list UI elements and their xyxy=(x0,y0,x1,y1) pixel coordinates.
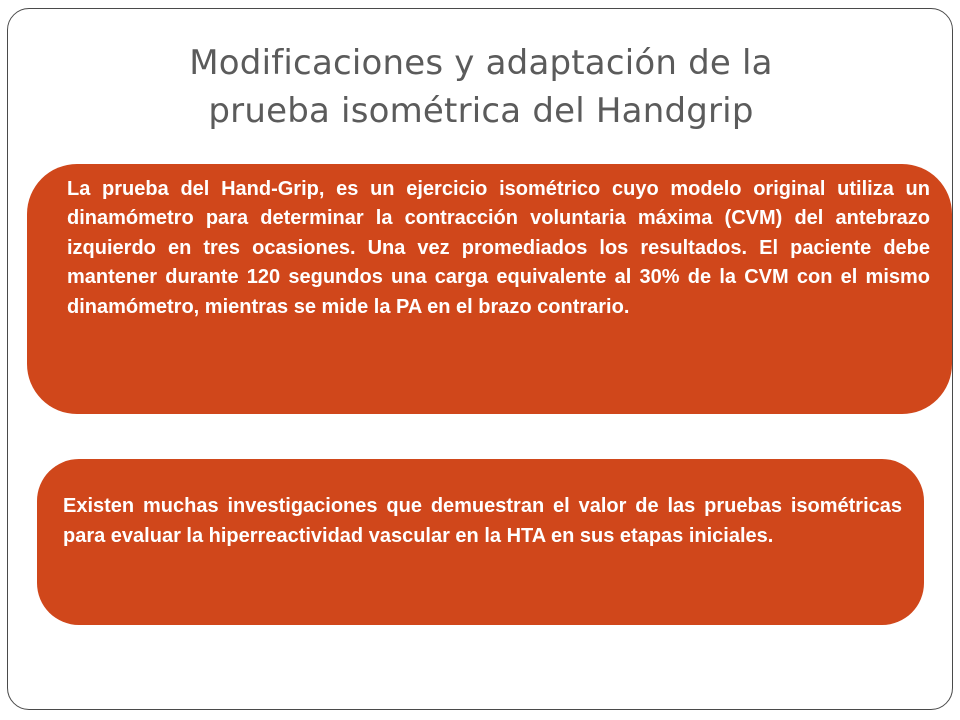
description-text: La prueba del Hand-Grip, es un ejercicio isométrico cuyo modelo original utiliza un dinamómetro para determinar la contracción voluntaria máxima (CVM) del antebrazo izquierdo en tres ocasiones. Una vez promediados los resultados. El paciente debe mantener durante 120 segundos una carga equivalente al 30% de la CVM con el mismo dinamómetro, mientras se mide la PA en el brazo contrario. xyxy=(67,178,930,318)
slide-title: Modificaciones y adaptación de la prueba isométrica del Handgrip xyxy=(189,43,773,131)
slide xyxy=(7,8,953,710)
description-box xyxy=(27,164,952,414)
research-text: Existen muchas investigaciones que demuestran el valor de las pruebas isométricas para evaluar la hiperreactividad vascular en la HTA en sus etapas iniciales. xyxy=(63,495,902,547)
research-box xyxy=(37,459,924,625)
